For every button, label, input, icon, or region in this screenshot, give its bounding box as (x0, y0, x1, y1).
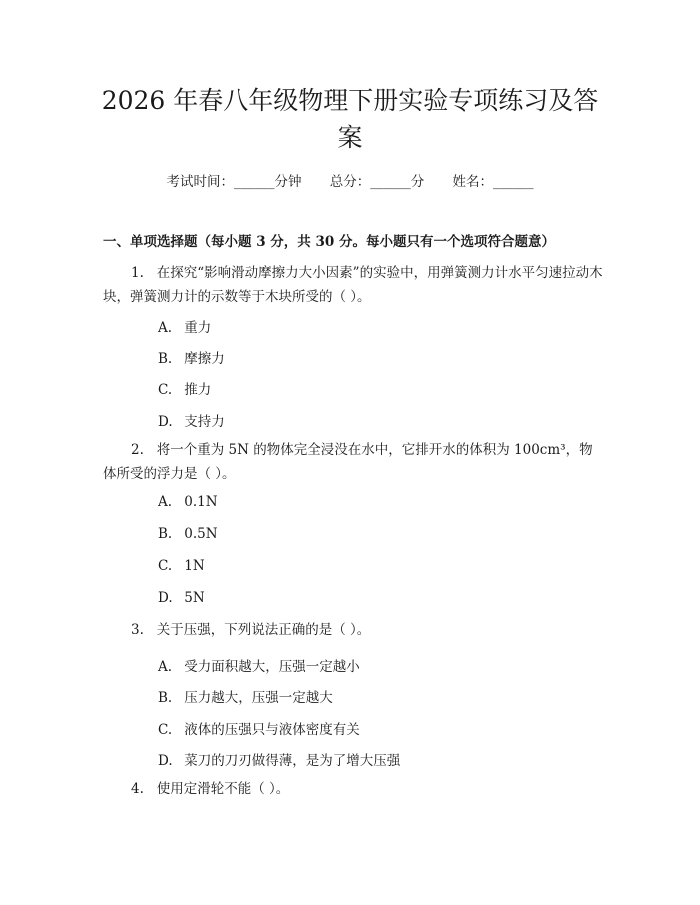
question-1 (103, 261, 603, 309)
option-letter: B. (158, 690, 173, 706)
option-letter: C. (158, 558, 173, 574)
question-1-option-a (158, 316, 211, 336)
option-text: 菜刀的刀刃做得薄，是为了增大压强 (184, 753, 401, 769)
question-number: 2. (131, 442, 144, 458)
option-text: 重力 (184, 320, 212, 336)
question-1-option-d (158, 410, 225, 430)
question-3-option-c (158, 718, 360, 738)
option-letter: A. (158, 494, 173, 510)
question-number: 1. (131, 265, 144, 281)
question-text: 在探究“影响滑动摩擦力大小因素”的实验中，用弹簧测力计水平匀速拉动木块，弹簧测力计的示数等于木块所受的（ ）。 (103, 265, 603, 305)
question-number: 3. (131, 622, 144, 638)
option-letter: C. (158, 382, 173, 398)
document-title: 2026 年春八年级物理下册实验专项练习及答案 (101, 86, 599, 152)
question-1-option-b (158, 347, 225, 367)
option-text: 0.1N (184, 494, 218, 510)
option-text: 推力 (184, 382, 212, 398)
exam-time: 考试时间：______分钟 (166, 174, 302, 190)
exam-meta (0, 170, 700, 190)
option-letter: B. (158, 351, 173, 367)
student-name: 姓名：______ (452, 174, 534, 190)
question-3-option-d (158, 749, 400, 769)
question-text: 使用定滑轮不能（ ）。 (156, 781, 290, 797)
question-text: 将一个重为 5N 的物体完全浸没在水中，它排开水的体积为 100cm³，物体所受的浮力是（ ）。 (103, 442, 593, 482)
option-text: 液体的压强只与液体密度有关 (184, 722, 360, 738)
option-text: 5N (184, 590, 205, 606)
question-3 (103, 618, 603, 642)
question-2-option-c (158, 558, 205, 574)
question-number: 4. (131, 781, 144, 797)
question-3-option-b (158, 686, 333, 706)
section-heading: 一、单项选择题（每小题 3 分，共 30 分。每小题只有一个选项符合题意） (103, 234, 555, 250)
option-letter: D. (158, 590, 173, 606)
option-text: 受力面积越大，压强一定越小 (184, 659, 360, 675)
option-text: 支持力 (184, 414, 225, 430)
question-2-option-d (158, 590, 205, 606)
question-3-option-a (158, 655, 360, 675)
question-text: 关于压强，下列说法正确的是（ ）。 (156, 622, 371, 638)
exam-total-score: 总分：______分 (329, 174, 425, 190)
option-letter: D. (158, 753, 173, 769)
question-2-option-a (158, 494, 218, 510)
option-letter: A. (158, 659, 173, 675)
option-text: 1N (184, 558, 205, 574)
question-2 (103, 438, 603, 486)
option-text: 压力越大，压强一定越大 (184, 690, 333, 706)
question-2-option-b (158, 526, 218, 542)
option-letter: C. (158, 722, 173, 738)
option-text: 0.5N (184, 526, 218, 542)
question-4 (103, 777, 603, 801)
option-letter: A. (158, 320, 173, 336)
option-text: 摩擦力 (184, 351, 225, 367)
option-letter: D. (158, 414, 173, 430)
question-1-option-c (158, 378, 211, 398)
option-letter: B. (158, 526, 173, 542)
